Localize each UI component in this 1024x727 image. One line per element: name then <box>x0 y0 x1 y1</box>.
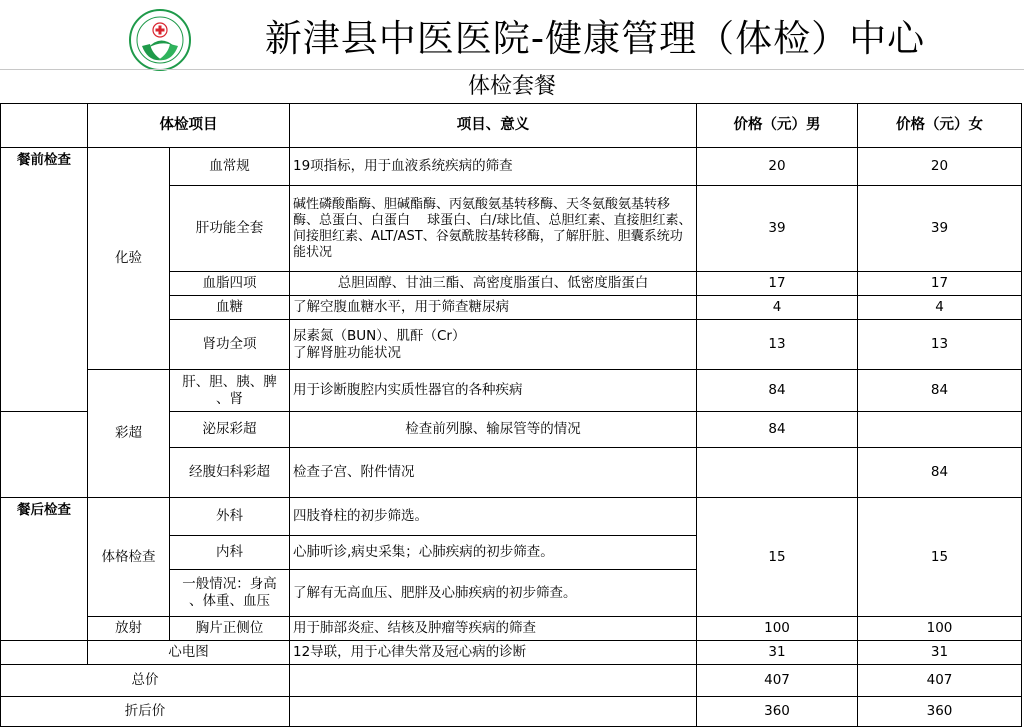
total-label: 总价 <box>0 665 290 697</box>
item-name: 经腹妇科彩超 <box>170 448 290 498</box>
item-meaning: 19项指标，用于血液系统疾病的筛查 <box>290 148 697 186</box>
price-male-physical: 15 <box>697 498 858 617</box>
price-female <box>858 412 1022 448</box>
column-header-price-female: 价格（元）女 <box>858 103 1022 148</box>
total-female: 407 <box>858 665 1022 697</box>
column-header-item: 体检项目 <box>88 103 290 148</box>
item-meaning: 检查前列腺、输尿管等的情况 <box>290 412 697 448</box>
page-title: 新津县中医医院-健康管理（体检）中心 <box>264 17 926 60</box>
item-meaning: 用于肺部炎症、结核及肿瘤等疾病的筛查 <box>290 617 697 641</box>
price-female: 13 <box>858 320 1022 370</box>
item-name: 血糖 <box>170 296 290 320</box>
item-name: 肝功能全套 <box>170 186 290 272</box>
item-meaning: 12导联，用于心律失常及冠心病的诊断 <box>290 641 697 665</box>
item-meaning: 用于诊断腹腔内实质性器官的各种疾病 <box>290 370 697 412</box>
section-before-meal: 餐前检查 <box>0 148 88 412</box>
price-female: 20 <box>858 148 1022 186</box>
section-after-meal: 餐后检查 <box>0 498 88 641</box>
group-physical: 体格检查 <box>88 498 170 617</box>
item-meaning: 尿素氮（BUN）、肌酐（Cr） 了解肾脏功能状况 <box>290 320 697 370</box>
discount-label: 折后价 <box>0 697 290 727</box>
item-name: 心电图 <box>88 641 290 665</box>
item-meaning: 检查子宫、附件情况 <box>290 448 697 498</box>
item-name: 血常规 <box>170 148 290 186</box>
group-ultrasound: 彩超 <box>88 370 170 498</box>
item-name: 胸片正侧位 <box>170 617 290 641</box>
item-name: 外科 <box>170 498 290 536</box>
price-male: 31 <box>697 641 858 665</box>
group-radiology: 放射 <box>88 617 170 641</box>
total-male: 407 <box>697 665 858 697</box>
group-lab: 化验 <box>88 148 170 370</box>
section-blank <box>0 641 88 665</box>
price-female: 17 <box>858 272 1022 296</box>
item-name: 内科 <box>170 536 290 570</box>
discount-blank <box>290 697 697 727</box>
item-meaning: 四肢脊柱的初步筛选。 <box>290 498 697 536</box>
item-meaning: 总胆固醇、甘油三酯、高密度脂蛋白、低密度脂蛋白 <box>290 272 697 296</box>
price-female: 100 <box>858 617 1022 641</box>
price-female: 84 <box>858 370 1022 412</box>
column-header-meaning: 项目、意义 <box>290 103 697 148</box>
total-blank <box>290 665 697 697</box>
price-male: 17 <box>697 272 858 296</box>
discount-male: 360 <box>697 697 858 727</box>
price-male: 4 <box>697 296 858 320</box>
page-subtitle: 体检套餐 <box>467 74 556 99</box>
item-meaning: 了解有无高血压、肥胖及心肺疾病的初步筛查。 <box>290 570 697 617</box>
item-meaning: 心肺听诊,病史采集；心肺疾病的初步筛查。 <box>290 536 697 570</box>
price-female: 31 <box>858 641 1022 665</box>
column-header-price-male: 价格（元）男 <box>697 103 858 148</box>
price-male: 13 <box>697 320 858 370</box>
item-meaning: 碱性磷酸酯酶、胆碱酯酶、丙氨酸氨基转移酶、天冬氨酸氨基转移酶、总蛋白、白蛋白 球蛋白、白/球比值、总胆红素、直接胆红素、间接胆红素、ALT/AST、谷氨酰胺基转移酶，了解肝脏、胆囊系统功能状况 <box>290 186 697 272</box>
price-female: 84 <box>858 448 1022 498</box>
price-male <box>697 448 858 498</box>
price-female-physical: 15 <box>858 498 1022 617</box>
item-name: 一般情况：身高 、体重、血压 <box>170 570 290 617</box>
item-name: 血脂四项 <box>170 272 290 296</box>
corner-cell <box>0 103 88 148</box>
price-male: 100 <box>697 617 858 641</box>
item-name: 泌尿彩超 <box>170 412 290 448</box>
price-male: 20 <box>697 148 858 186</box>
item-name: 肝、胆、胰、脾 、肾 <box>170 370 290 412</box>
section-blank <box>0 412 88 498</box>
item-name: 肾功全项 <box>170 320 290 370</box>
discount-female: 360 <box>858 697 1022 727</box>
price-male: 84 <box>697 370 858 412</box>
item-meaning: 了解空腹血糖水平，用于筛查糖尿病 <box>290 296 697 320</box>
price-male: 84 <box>697 412 858 448</box>
price-female: 39 <box>858 186 1022 272</box>
price-male: 39 <box>697 186 858 272</box>
price-female: 4 <box>858 296 1022 320</box>
